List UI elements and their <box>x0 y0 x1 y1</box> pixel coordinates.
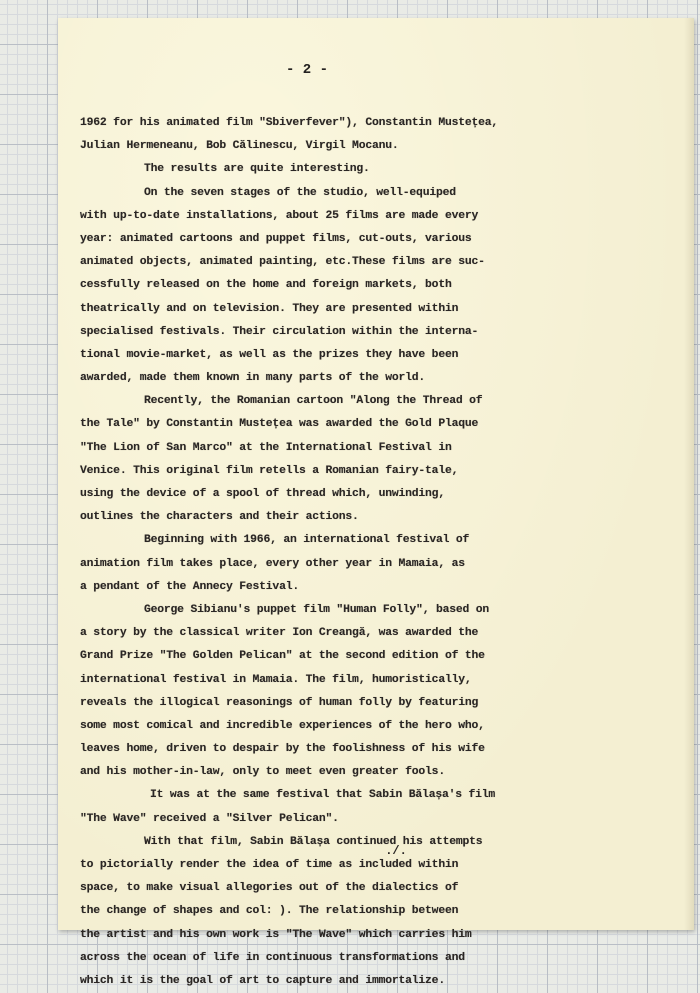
paragraph-start-line: George Sibianu's puppet film "Human Folly", based on <box>144 603 490 616</box>
paragraph-start-line: With that film, Sabin Bălașa continued his attempts <box>144 835 483 848</box>
continuation-mark: ./. <box>385 844 407 858</box>
text-line: leaves home, driven to despair by the foolishness of his wife <box>80 743 485 756</box>
text-line: across the ocean of life in continuous transformations and <box>80 951 465 964</box>
paragraph-start-line: It was at the same festival that Sabin Bălașa's film <box>150 789 496 802</box>
text-line: animated objects, animated painting, etc.These films are suc- <box>80 256 485 269</box>
text-line: some most comical and incredible experiences of the hero who, <box>80 719 485 732</box>
text-line: and his mother-in-law, only to meet even greater fools. <box>80 766 445 779</box>
text-line: to pictorially render the idea of time as included within <box>80 859 459 871</box>
paragraph-start-line: On the seven stages of the studio, well-equiped <box>144 186 456 199</box>
text-line: the Tale" by Constantin Mustețea was awarded the Gold Plaque <box>80 418 479 431</box>
text-line: which it is the goal of art to capture and immortalize. <box>80 974 445 987</box>
body-text <box>80 112 620 993</box>
text-line: "The Wave" received a "Silver Pelican". <box>80 812 339 825</box>
text-line: the change of shapes and col: ). The relationship between <box>80 905 459 918</box>
text-line: space, to make visual allegories out of the dialectics of <box>80 882 459 895</box>
text-line: outlines the characters and their actions. <box>80 511 359 524</box>
paragraph-start-line: Beginning with 1966, an international festival of <box>144 534 470 547</box>
text-line: Venice. This original film retells a Romanian fairy-tale, <box>80 464 459 477</box>
text-line: 1962 for his animated film "Sbiverfever"), Constantin Mustețea, <box>80 117 499 129</box>
text-line: cessfully released on the home and foreign markets, both <box>80 279 452 292</box>
text-line: tional movie-market, as well as the prizes they have been <box>80 348 459 361</box>
text-line: Grand Prize "The Golden Pelican" at the second edition of the <box>80 650 485 663</box>
text-line: awarded, made them known in many parts of the world. <box>80 372 426 385</box>
paragraph-start-line: The results are quite interesting. <box>144 163 370 176</box>
text-line: a pendant of the Annecy Festival. <box>80 580 299 593</box>
text-line: with up-to-date installations, about 25 films are made every <box>80 209 479 222</box>
text-line: animation film takes place, every other year in Mamaia, as <box>80 557 465 570</box>
page-number: - 2 - <box>285 62 328 78</box>
text-line: specialised festivals. Their circulation within the interna- <box>80 325 479 338</box>
text-line: year: animated cartoons and puppet films, cut-outs, various <box>80 232 472 245</box>
text-line: a story by the classical writer Ion Creangă, was awarded the <box>80 627 479 640</box>
paragraph-start-line: Recently, the Romanian cartoon "Along the Thread of <box>144 395 483 408</box>
text-line: theatrically and on television. They are presented within <box>80 302 459 315</box>
text-line: using the device of a spool of thread which, unwinding, <box>80 488 445 500</box>
paper-edge-shadow <box>684 18 694 930</box>
text-line: Julian Hermeneanu, Bob Călinescu, Virgil Mocanu. <box>80 140 399 153</box>
text-line: the artist and his own work is "The Wave" which carries him <box>80 928 472 941</box>
text-line: "The Lion of San Marco" at the International Festival in <box>80 441 452 454</box>
text-line: reveals the illogical reasonings of human folly by featuring <box>80 696 479 709</box>
text-line: international festival in Mamaia. The film, humoristically, <box>80 673 472 686</box>
